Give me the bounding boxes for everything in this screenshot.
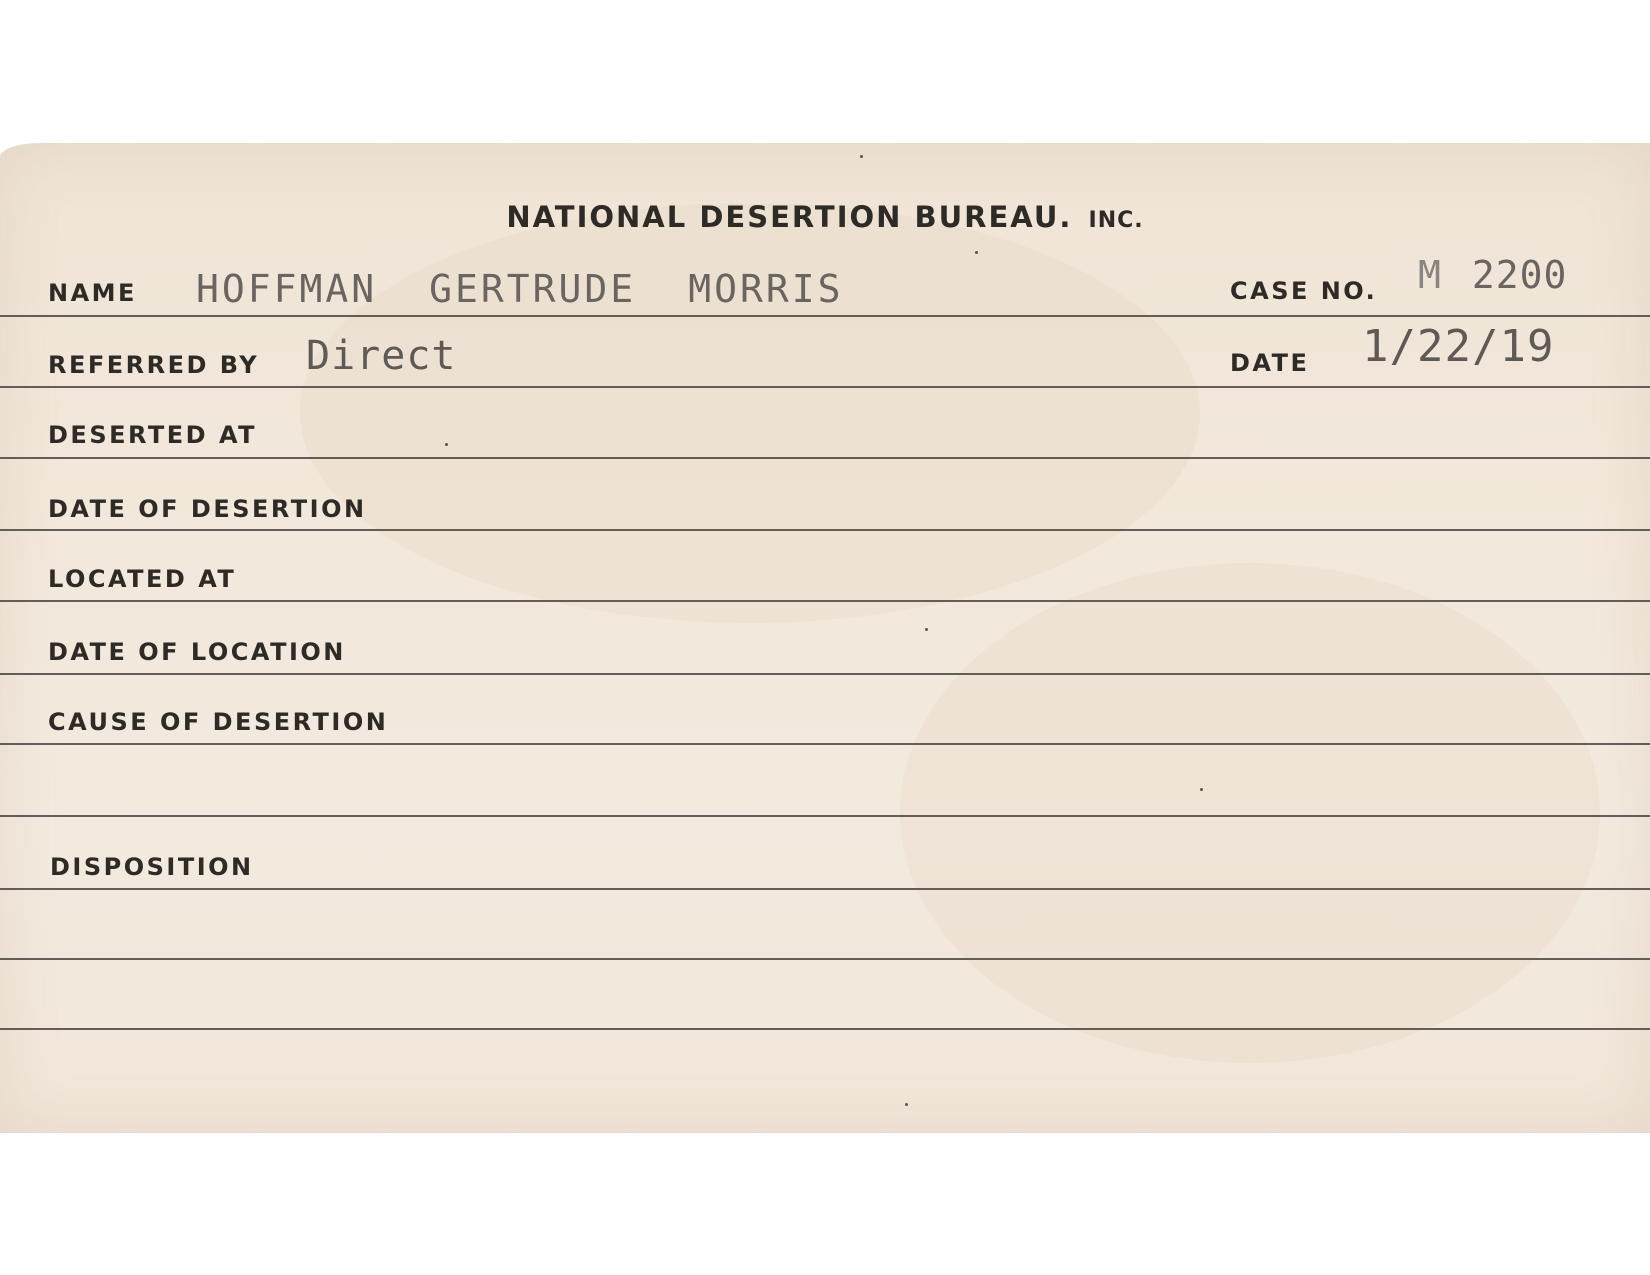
date-of-location-label: DATE OF LOCATION bbox=[48, 638, 346, 666]
case-no-value bbox=[1418, 253, 1567, 297]
paper-stain bbox=[300, 203, 1200, 623]
rule-line bbox=[0, 315, 1650, 317]
paper-speck bbox=[1200, 788, 1203, 791]
date-of-desertion-label: DATE OF DESERTION bbox=[48, 495, 367, 523]
name-last: HOFFMAN bbox=[196, 267, 378, 311]
rule-line bbox=[0, 743, 1650, 745]
paper-speck bbox=[905, 1103, 908, 1106]
rule-line bbox=[0, 958, 1650, 960]
rule-line bbox=[0, 815, 1650, 817]
located-at-label: LOCATED AT bbox=[48, 565, 237, 593]
paper-speck bbox=[860, 155, 863, 158]
rule-line bbox=[0, 386, 1650, 388]
case-no-label: CASE NO. bbox=[1230, 277, 1378, 305]
card-heading bbox=[0, 200, 1650, 234]
name-value bbox=[196, 267, 895, 311]
index-card bbox=[0, 143, 1650, 1133]
rule-line bbox=[0, 529, 1650, 531]
paper-stain bbox=[900, 563, 1600, 1063]
name-other: MORRIS bbox=[688, 267, 844, 311]
rule-line bbox=[0, 457, 1650, 459]
date-value: 1/22/19 bbox=[1362, 321, 1555, 372]
rule-line bbox=[0, 888, 1650, 890]
rule-line bbox=[0, 673, 1650, 675]
name-label: NAME bbox=[48, 279, 137, 307]
paper-speck bbox=[975, 251, 978, 254]
cause-of-desertion-label: CAUSE OF DESERTION bbox=[48, 708, 389, 736]
referred-by-value: Direct bbox=[306, 333, 457, 379]
case-prefix: M bbox=[1418, 253, 1442, 297]
rule-line bbox=[0, 600, 1650, 602]
organization-name: NATIONAL DESERTION BUREAU. bbox=[506, 200, 1073, 234]
organization-suffix: INC. bbox=[1088, 208, 1144, 233]
date-label: DATE bbox=[1230, 349, 1310, 377]
disposition-label: DISPOSITION bbox=[50, 853, 254, 881]
paper-speck bbox=[925, 628, 928, 631]
rule-line bbox=[0, 1028, 1650, 1030]
paper-speck bbox=[445, 443, 448, 446]
referred-by-label: REFERRED BY bbox=[48, 351, 260, 379]
deserted-at-label: DESERTED AT bbox=[48, 421, 258, 449]
name-first: GERTRUDE bbox=[429, 267, 637, 311]
case-number: 2200 bbox=[1471, 253, 1568, 297]
